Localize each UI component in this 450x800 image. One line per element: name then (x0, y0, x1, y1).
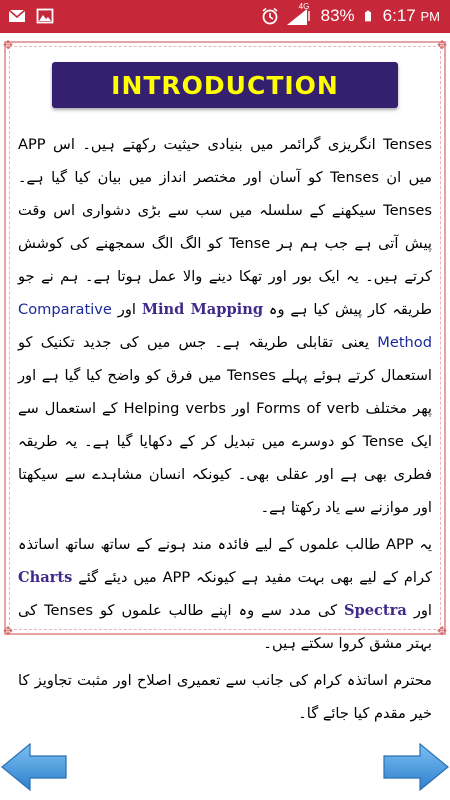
text-run: میں ان (378, 169, 432, 186)
term-charts: Charts (18, 569, 73, 586)
paragraph-2 (18, 528, 432, 660)
term: Forms of verb (256, 400, 360, 417)
text-run: کی جدید تکنیک کو استعمال کرتے ہوئے پہلے (18, 334, 432, 384)
forward-arrow-icon[interactable] (382, 742, 450, 792)
term: Tenses (383, 202, 432, 219)
text-run: کی مدد سے وہ اپنے طالب علموں کو (92, 602, 345, 619)
text-run: میں فرق کو واضح کیا گیا ہے اور پھر مختلف (18, 367, 432, 417)
term: Tenses (44, 602, 93, 619)
text-run: اور (225, 400, 257, 417)
text-run: کی بہتر مشق کروا سکتے ہیں۔ (18, 602, 432, 652)
term: Tenses (383, 136, 432, 153)
signal-icon (287, 2, 313, 25)
intro-text (18, 128, 432, 734)
clock-ampm: PM (420, 9, 440, 24)
term: Tenses (330, 169, 379, 186)
text-run: کے استعمال سے ایک (18, 400, 432, 450)
corner-ornament-icon: ✥ (2, 624, 14, 638)
text-run: انگریزی گرائمر میں بنیادی حیثیت رکھتے ہیں۔ اس (45, 136, 384, 153)
text-run: یہ (413, 536, 432, 553)
term: APP (386, 536, 414, 553)
status-bar (0, 0, 450, 33)
term: Tenses (227, 367, 276, 384)
corner-ornament-icon: ✥ (2, 38, 14, 52)
alarm-icon (261, 7, 279, 25)
text-run: کو دوسرے میں تبدیل کر کے دکھایا گیا ہے۔ یہ طریقہ فطری بھی ہے اور عقلی بھی۔ کیونکہ انسان مشاہدے سے سیکھتا اور موازنے سے یاد رکھتا ہے۔ (18, 433, 432, 516)
term-spectra: Spectra (344, 602, 407, 619)
clock (383, 6, 440, 26)
text-run: میں دیئے گئے (72, 569, 163, 586)
notification-icons (8, 7, 54, 25)
text-run: یعنی تقابلی طریقہ ہے۔ جس میں (138, 334, 378, 351)
title-banner (52, 62, 398, 108)
term: APP (18, 136, 46, 153)
battery-icon (363, 7, 375, 25)
battery-percent: 83% (320, 6, 355, 25)
back-arrow-icon[interactable] (0, 742, 68, 792)
system-status (261, 2, 440, 26)
corner-ornament-icon: ✥ (436, 38, 448, 52)
image-icon (36, 7, 54, 25)
term-mind-mapping: Mind Mapping (141, 301, 264, 318)
network-type: 4G (298, 2, 310, 11)
email-icon (8, 7, 26, 25)
term-comparative-method: Comparative Method (18, 301, 432, 351)
term: Tense (362, 433, 404, 450)
page-title: INTRODUCTION (111, 70, 339, 100)
term: APP (162, 569, 191, 586)
text-run: کو الگ الگ سمجھنے کی کوشش کرتے ہیں۔ یہ ایک بور اور تھکا دینے والا عمل ہوتا ہے۔ ہم نے جو طریقہ کار پیش کیا ہے وہ (18, 235, 432, 318)
text-run: سیکھنے کے سلسلہ میں سب سے بڑی دشواری اس وقت پیش آتی ہے جب ہم ہر (18, 202, 432, 252)
text-run: طالب علموں کے لیے فائدہ مند ہونے کے ساتھ ساتھ اساتذہ کرام کے لیے بھی بہت مفید ہے کیونکہ (18, 536, 432, 586)
text-run: کو آسان اور مختصر انداز میں بیان کیا گیا ہے۔ (18, 169, 331, 186)
text-run: اور (406, 602, 432, 619)
clock-time: 6:17 (382, 6, 416, 25)
term: Tense (228, 235, 271, 252)
paragraph-3: محترم اساتذہ کرام کی جانب سے تعمیری اصلاح اور مثبت تجاویز کا خیر مقدم کیا جائے گا۔ (18, 672, 432, 722)
term: Helping verbs (123, 400, 226, 417)
corner-ornament-icon: ✥ (436, 624, 448, 638)
paragraph-1 (18, 128, 432, 524)
text-run: اور (111, 301, 142, 318)
